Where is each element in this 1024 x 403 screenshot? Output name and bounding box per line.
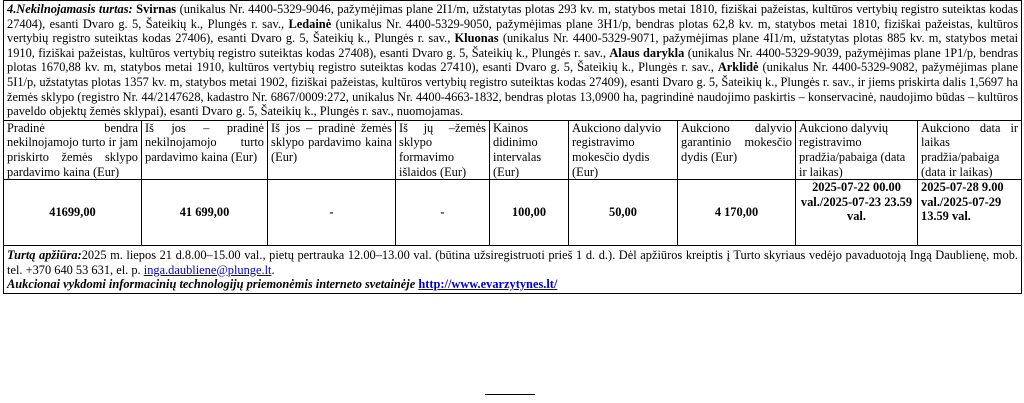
footer-row [4,246,1022,294]
property-item-details: (unikalus Nr. 4400-5329-9039, pažymėjimas plane 1P1/p, bendras plotas 1670,88 kv. m, statybos metai 1910, kultūros vertybių registro suteiktas kodas 27410), esanti Dvaro g. 5, Šateikių k., Plungės r. sav., [7,45,1019,75]
header-land-price: Iš jos – pradinė žemės sklypo pardavimo kaina (Eur) [268,120,396,179]
property-item-name: Ledainė [288,16,332,31]
table-values-row [4,180,1022,246]
auction-note: Aukcionai vykdomi informacinių technologijų priemonėmis interneto svetainėje [7,277,416,292]
value-building-price: 41 699,00 [142,180,268,246]
header-building-price: Iš jos – pradinė nekilnojamojo turto pardavimo kaina (Eur) [142,120,268,179]
value-registration-period: 2025-07-22 00.00 val./2025-07-23 23.59 val. [796,180,918,246]
inspection-label: Turtą apžiūra: [7,248,82,263]
header-land-formation-cost: Iš jų –žemės sklypo formavimo išlaidos (Eur) [396,120,490,179]
value-registration-fee: 50,00 [569,180,678,246]
header-total-price: Pradinė bendra nekilnojamojo turto ir jam priskirto žemės sklypo pardavimo kaina (Eur) [4,120,142,179]
auction-website-link[interactable]: http://www.evarzytynes.lt/ [418,277,558,292]
property-item-details: (unikalus Nr. 4400-5329-9046, pažymėjimas plane 2I1/m, užstatytas plotas 293 kv. m, statybos metai 1810, fiziškai pažeistas, kultūros vertybių registro suteiktas kodas 27404), esanti Dvaro g. 5, Šateikių k., Plungės r. sav., [7,2,1019,31]
header-auction-period: Aukciono data ir laikas pradžia/pabaiga (data ir laikas) [918,120,1022,179]
header-registration-fee: Aukciono dalyvio registravimo mokesčio dydis (Eur) [569,120,678,179]
value-price-increment: 100,00 [490,180,569,246]
header-guarantee-fee: Aukciono dalyvio garantinio mokesčio dydis (Eur) [678,120,796,179]
property-auction-table [3,0,1022,294]
header-registration-period: Aukciono dalyvių registravimo pradžia/pabaiga (data ir laikas) [796,120,918,179]
property-item-details: (unikalus Nr. 4400-5329-9082, pažymėjimas plane 5I1/p, užstatytas plotas 1357 kv. m, statybos metai 1902, fiziškai pažeistas, kultūros vertybių registro suteiktas kodas 27409), esanti Dvaro g. 5, Šateikių k., Plungės r. sav., ir jiems priskirta dalis 1,5697 ha žemės sklypo (registro Nr. 44/2147628, kadastro Nr. 6867/0009:272, unikalus Nr. 4400-4663-1832, bendras plotas 13,0900 ha, pagrindinė naudojimo paskirtis – konservacinė, naudojimo būdas – kultūros paveldo objektų žemės sklypai), esanti Dvaro g. 5, Šateikių k., Plungės r. sav., nuomojamas. [7,60,1019,119]
inspection-text: 2025 m. liepos 21 d.8.00–15.00 val., pietų pertrauka 12.00–13.00 val. (būtina užsiregistruoti prieš 1 d. d.). Dėl apžiūros kreiptis į Turto skyriaus vedėjo pavaduotoją Ingą Daublienę, mob. tel. +370 640 53 631, el. p. [7,248,1019,277]
property-heading: 4.Nekilnojamasis turtas: [7,2,133,16]
value-guarantee-fee: 4 170,00 [678,180,796,246]
property-item-name: Svirnas [136,2,177,16]
property-item-name: Alaus darykla [609,45,685,60]
value-auction-period: 2025-07-28 9.00 val./2025-07-29 13.59 val. [918,180,1022,246]
page-divider-line [485,394,535,395]
value-land-price: - [268,180,396,246]
email-suffix: . [271,262,275,277]
property-item-name: Kluonas [454,31,499,46]
value-land-formation-cost: - [396,180,490,246]
value-total-price: 41699,00 [4,180,142,246]
header-price-increment: Kainos didinimo intervalas (Eur) [490,120,569,179]
inspection-info [4,246,1022,294]
property-item-name: Arklidė [717,60,759,75]
property-item-details: (unikalus Nr. 4400-5329-9071, pažymėjimas plane 4I1/m, užstatytas plotas 885 kv. m, statybos metai 1910, fiziškai pažeistas, kultūros vertybių registro suteiktas kodas 27408), esanti Dvaro g. 5, Šateikių k., Plungės r. sav., [7,31,1019,60]
property-description [4,1,1022,121]
email-link[interactable]: inga.daubliene@plunge.lt [143,262,272,277]
table-header-row [4,120,1022,179]
auction-document [3,0,1021,294]
property-item-details: (unikalus Nr. 4400-5329-9050, pažymėjimas plane 3H1/p, bendras plotas 62,8 kv. m, statybos metai 1810, fiziškai pažeistas, kultūros vertybių registro suteiktas kodas 27406), esanti Dvaro g. 5, Šateikių k., Plungės r. sav., [7,16,1019,46]
property-description-row [4,1,1022,121]
